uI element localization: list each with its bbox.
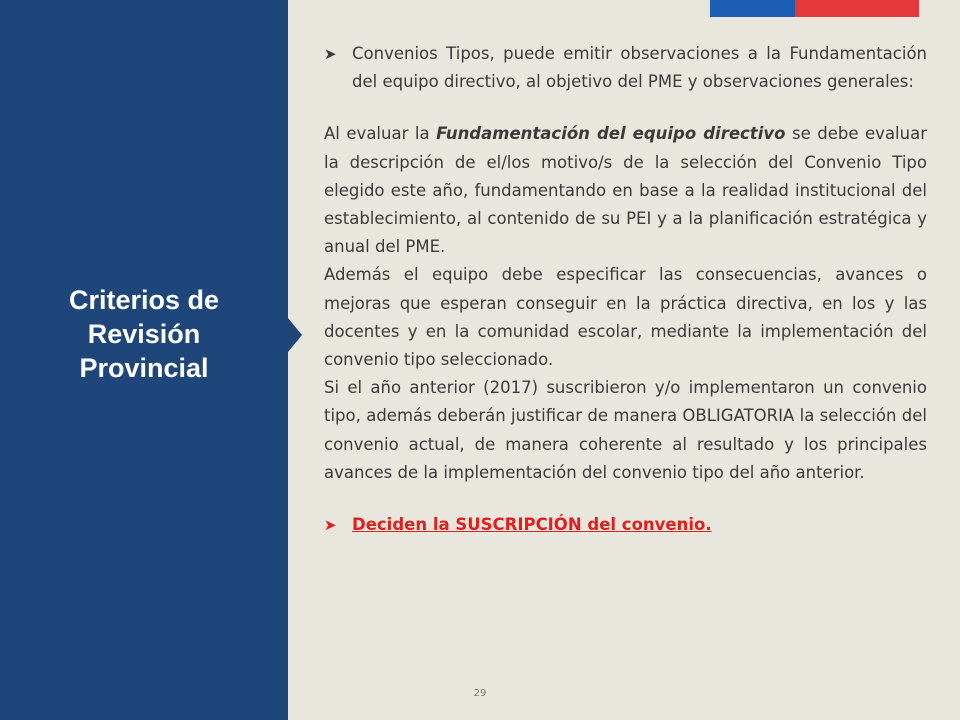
paragraph-emphasis: Fundamentación del equipo directivo — [436, 124, 786, 144]
spacer — [324, 96, 927, 120]
suscripcion-link[interactable]: Deciden la SUSCRIPCIÓN del convenio. — [352, 515, 712, 535]
sidebar-title — [0, 283, 288, 385]
bullet-item-suscripcion — [324, 511, 927, 539]
paragraph-consecuencias: Además el equipo debe especificar las consecuencias, avances o mejoras que esperan conseguir en la práctica directiva, en los y las docentes y en la comunidad escolar, mediante la implementación del convenio tipo seleccionado. — [324, 265, 927, 370]
page-number: 29 — [473, 688, 487, 699]
flag-stripe-blue — [710, 0, 795, 17]
spacer — [324, 487, 927, 511]
bullet-text: Convenios Tipos, puede emitir observaciones a la Fundamentación del equipo directivo, al objetivo del PME y observaciones generales: — [352, 44, 927, 92]
arrow-bullet-icon: ➤ — [324, 516, 337, 535]
flag-stripe-red — [795, 0, 919, 17]
sidebar-pointer-arrow — [288, 318, 302, 352]
paragraph-ano-anterior: Si el año anterior (2017) suscribieron y/o implementaron un convenio tipo, además deberán justificar de manera OBLIGATORIA la selección del convenio actual, de manera coherente al resultado y los principales avances de la implementación del convenio tipo del año anterior. — [324, 378, 927, 482]
sidebar-panel — [0, 0, 288, 720]
paragraph-suffix: se debe evaluar la descripción de el/los motivo/s de la selección del Convenio Tipo elegido este año, fundamentando en base a la realidad institucional del establecimiento, al contenido de su PEI y a la planificación estratégica y anual del PME. — [324, 124, 927, 257]
sidebar-title-line-1: Criterios de — [68, 285, 220, 315]
sidebar-title-line-3: Provincial — [79, 353, 209, 383]
slide-content — [324, 40, 927, 539]
paragraph-prefix: Al evaluar la — [324, 124, 437, 144]
arrow-bullet-icon: ➤ — [324, 45, 337, 63]
paragraph-fundamentacion — [324, 120, 927, 261]
bullet-item-convenios — [324, 40, 927, 96]
sidebar-title-line-2: Revisión — [87, 319, 201, 349]
